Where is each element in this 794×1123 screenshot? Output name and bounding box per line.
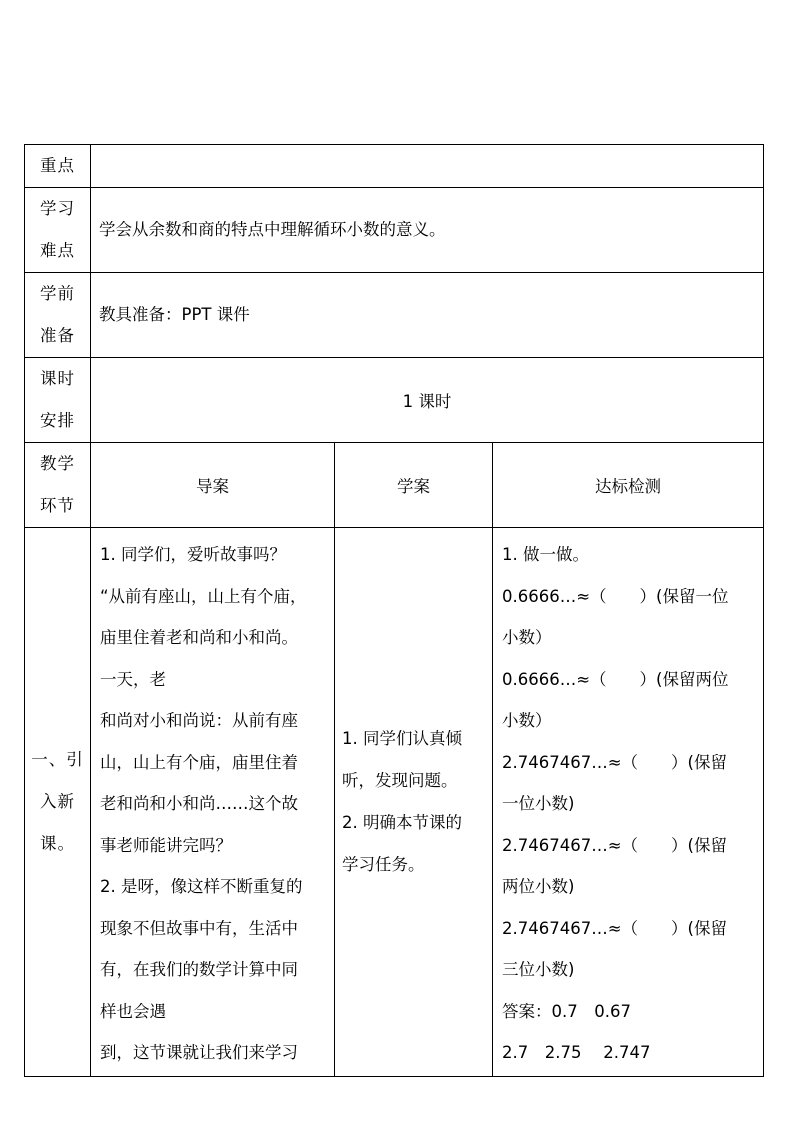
- jiance-line: 1. 做一做。: [502, 545, 589, 564]
- jiance-line: 答案：0.7 0.67: [502, 1001, 631, 1021]
- jiance-line: 小数）: [502, 711, 552, 730]
- label-jiaoxue-huanjie: [25, 443, 91, 528]
- label-xuexi-nandian: [25, 188, 91, 273]
- content-keshi-anpai: 1 课时: [91, 358, 764, 443]
- row-keshi-anpai: [25, 358, 764, 443]
- header-xuean: 学案: [335, 443, 493, 528]
- xuean-line: 学习任务。: [342, 854, 425, 874]
- daoan-line: 事老师能讲完吗？: [100, 835, 232, 855]
- label-line: 安排: [40, 411, 75, 430]
- jiance-line: 0.6666…≈（ ）(保留一位: [502, 586, 729, 606]
- jiance-content: [493, 528, 764, 1077]
- label-line: 重点: [40, 156, 75, 175]
- daoan-content: [91, 528, 335, 1077]
- label-xueqian-zhunbei: [25, 273, 91, 358]
- daoan-line: “从前有座山，山上有个庙，: [100, 586, 307, 606]
- jiance-line: 2.7467467…≈（ ）(保留: [502, 835, 727, 855]
- jiance-line: 0.6666…≈（ ）(保留两位: [502, 669, 729, 689]
- daoan-line: 山，山上有个庙，庙里住着: [100, 752, 298, 772]
- label-line: 一、引: [31, 749, 84, 769]
- daoan-line: 到，这节课就让我们来学习: [100, 1043, 298, 1062]
- daoan-line: 一天，老: [100, 669, 166, 689]
- daoan-line: 1. 同学们，爱听故事吗？: [100, 545, 286, 564]
- row-section1: [25, 528, 764, 1077]
- row-jiaoxue-huanjie: [25, 443, 764, 528]
- label-line: 课。: [40, 833, 75, 853]
- label-line: 课时: [40, 369, 75, 388]
- label-line: 入新: [40, 791, 75, 811]
- row-zhongdian: [25, 145, 764, 188]
- label-line: 准备: [40, 326, 75, 345]
- jiance-line: 一位小数): [502, 794, 575, 813]
- content-xueqian-zhunbei: 教具准备：PPT 课件: [91, 273, 764, 358]
- jiance-line: 两位小数): [502, 877, 575, 896]
- daoan-line: 和尚对小和尚说：从前有座: [100, 711, 298, 730]
- header-daoan: 导案: [91, 443, 335, 528]
- daoan-line: 现象不但故事中有，生活中: [100, 918, 298, 938]
- daoan-line: 2. 是呀，像这样不断重复的: [100, 877, 303, 896]
- label-line: 环节: [40, 496, 75, 515]
- daoan-line: 样也会遇: [100, 1001, 166, 1021]
- content-zhongdian: [91, 145, 764, 188]
- label-line: 学前: [40, 284, 75, 303]
- daoan-line: 老和尚和小和尚……这个故: [100, 794, 298, 813]
- daoan-line: 有，在我们的数学计算中同: [100, 960, 298, 979]
- daoan-line: 庙里住着老和尚和小和尚。: [100, 628, 298, 647]
- xuean-line: 听，发现问题。: [342, 770, 458, 790]
- label-line: 学习: [40, 199, 75, 218]
- xuean-content: [335, 528, 493, 1077]
- label-line: 难点: [40, 241, 75, 260]
- header-jiance: 达标检测: [493, 443, 764, 528]
- row-xueqian-zhunbei: [25, 273, 764, 358]
- label-zhongdian: [25, 145, 91, 188]
- label-keshi-anpai: [25, 358, 91, 443]
- jiance-line: 2.7467467…≈（ ）(保留: [502, 752, 727, 772]
- content-xuexi-nandian: 学会从余数和商的特点中理解循环小数的意义。: [91, 188, 764, 273]
- row-xuexi-nandian: [25, 188, 764, 273]
- jiance-line: 2.7 2.75 2.747: [502, 1043, 651, 1062]
- jiance-line: 2.7467467…≈（ ）(保留: [502, 918, 727, 938]
- xuean-line: 1. 同学们认真倾: [342, 728, 462, 748]
- label-line: 教学: [40, 454, 75, 473]
- jiance-line: 三位小数): [502, 960, 575, 979]
- label-section1: [25, 528, 91, 1077]
- lesson-plan-table: [24, 144, 764, 1077]
- jiance-line: 小数）: [502, 628, 552, 647]
- xuean-line: 2. 明确本节课的: [342, 812, 462, 832]
